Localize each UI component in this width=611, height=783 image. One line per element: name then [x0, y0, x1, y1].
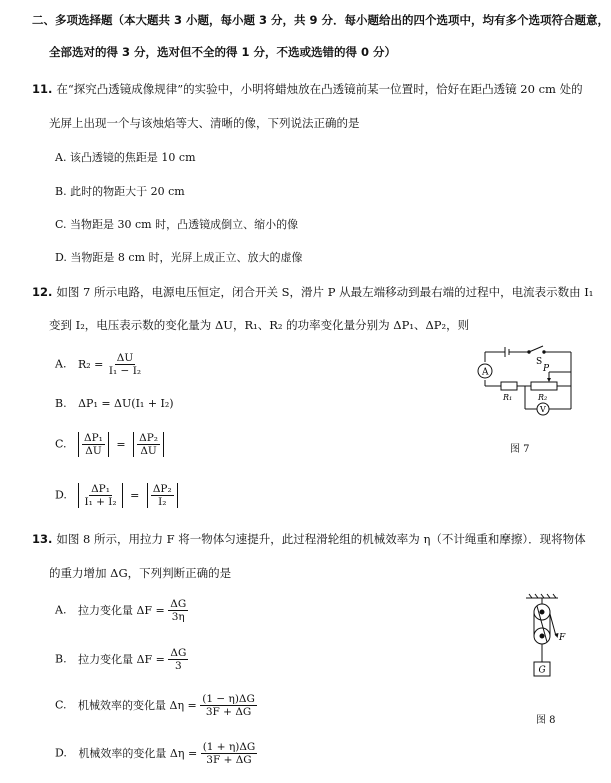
q12-d-n2: ΔP₂ — [152, 483, 172, 495]
q11-option-b[interactable]: B. 此时的物距大于 20 cm — [55, 185, 185, 198]
q13-c-num: (1 − η)ΔG — [202, 693, 255, 705]
q12-b-text: ΔP₁ = ΔU(I₁ + I₂) — [78, 397, 174, 410]
q13-d-num: (1 + η)ΔG — [202, 741, 256, 753]
figure-8-pulley — [520, 592, 570, 692]
q12-number: 12 — [32, 285, 49, 299]
q13-b-fraction — [168, 647, 188, 672]
q13-d-fraction — [201, 741, 258, 766]
q13-a-fraction — [168, 598, 188, 623]
q13-option-a[interactable] — [55, 598, 188, 623]
q13-stem1-text: 如图 8 所示，用拉力 F 将一物体匀速提升，此过程滑轮组的机械效率为 η（不计绳重和摩擦）．现将物体 — [56, 532, 586, 546]
q13-number: 13 — [32, 532, 49, 546]
q12-stem-line1: 12. 如图 7 所示电路，电源电压恒定，闭合开关 S，滑片 P 从最左端移动到最右端的过程中，电流表示数由 I₁ — [32, 285, 594, 299]
q12-c-eq: = — [116, 438, 126, 451]
q12-option-b[interactable] — [55, 397, 174, 410]
q13-d-label: D. — [55, 746, 67, 760]
q12-stem1-text: 如图 7 所示电路，电源电压恒定，闭合开关 S，滑片 P 从最左端移动到最右端的过程中，电流表示数由 I₁ — [56, 285, 594, 299]
section-header-line2: 全部选对的得 3 分，选对但不全的得 1 分，不选或选错的得 0 分） — [49, 45, 397, 59]
q12-d-abs1 — [78, 483, 122, 508]
q12-b-label: B. — [55, 397, 67, 410]
q12-option-c[interactable] — [55, 432, 164, 457]
q12-stem-line2: 变到 I₂，电压表示数的变化量为 ΔU，R₁、R₂ 的功率变化量分别为 ΔP₁、ΔP₂，则 — [49, 318, 470, 332]
q13-c-den: 3F + ΔG — [205, 706, 252, 718]
q11-stem-line1: 11. 在“探究凸透镜成像规律”的实验中，小明将蜡烛放在凸透镜前某一位置时，恰好在距凸透镜 20 cm 处的 — [32, 82, 583, 96]
q13-b-text: 拉力变化量 ΔF = — [78, 652, 165, 666]
slider-arrow-head — [547, 378, 551, 382]
q12-a-fraction — [107, 352, 143, 377]
q13-option-b[interactable] — [55, 647, 188, 672]
q12-d-label: D. — [55, 488, 67, 502]
q12-c-label: C. — [55, 437, 67, 451]
figure-7-caption: 图 7 — [510, 444, 530, 455]
q12-d-eq: = — [130, 489, 140, 502]
q11-stem-line2: 光屏上出现一个与该烛焰等大、清晰的像，下列说法正确的是 — [49, 116, 360, 130]
q12-c-abs1 — [78, 432, 109, 457]
q12-a-num: ΔU — [116, 352, 134, 364]
q12-a-den: I₁ − I₂ — [108, 365, 142, 377]
q11-option-a[interactable]: A. 该凸透镜的焦距是 10 cm — [55, 151, 196, 164]
q12-option-d[interactable] — [55, 483, 178, 508]
pull-rope — [550, 614, 556, 636]
q13-c-label: C. — [55, 698, 67, 712]
q13-b-label: B. — [55, 652, 67, 666]
q12-a-lhs: R₂ = — [77, 357, 104, 371]
q13-c-fraction — [200, 693, 257, 718]
q12-c-abs2 — [133, 432, 164, 457]
q12-c-n2: ΔP₂ — [139, 432, 158, 444]
q12-d-abs2 — [147, 483, 178, 508]
q12-c-n1: ΔP₁ — [84, 432, 103, 444]
r1-resistor — [501, 382, 517, 390]
slider-label: P — [543, 364, 550, 374]
q13-c-text: 机械效率的变化量 Δη = — [78, 698, 197, 712]
q12-d-d2: I₂ — [158, 496, 167, 508]
q13-a-den: 3η — [171, 611, 185, 623]
q12-d-d1: I₁ + I₂ — [84, 496, 117, 508]
r2-resistor — [531, 382, 557, 390]
q13-d-text: 机械效率的变化量 Δη = — [78, 746, 198, 760]
section-header-line1: 二、多项选择题（本大题共 3 小题，每小题 3 分，共 9 分．每小题给出的四个选项中，均有多个选项符合题意， — [32, 13, 610, 27]
q13-option-c[interactable] — [55, 693, 257, 718]
figure-7-circuit — [465, 340, 585, 430]
switch-label: S — [536, 357, 543, 367]
q13-d-den: 3F + ΔG — [206, 754, 252, 766]
q12-c-d1: ΔU — [85, 445, 102, 457]
switch-blade — [529, 346, 543, 352]
q13-a-label: A. — [55, 603, 67, 617]
q12-a-label: A. — [55, 357, 67, 371]
q11-stem1-text: 在“探究凸透镜成像规律”的实验中，小明将蜡烛放在凸透镜前某一位置时，恰好在距凸透镜 20 cm 处的 — [56, 82, 583, 96]
q13-a-text: 拉力变化量 ΔF = — [77, 603, 165, 617]
q13-option-d[interactable] — [55, 741, 257, 766]
q13-stem-line2: 的重力增加 ΔG，下列判断正确的是 — [49, 566, 232, 580]
ammeter-label: A — [482, 367, 489, 378]
r2-label: R₂ — [538, 393, 548, 402]
q11-option-c[interactable]: C. 当物距是 30 cm 时，凸透镜成倒立、缩小的像 — [55, 218, 299, 231]
force-label: F — [559, 633, 566, 643]
q13-a-num: ΔG — [170, 598, 187, 610]
q12-c-d2: ΔU — [140, 445, 157, 457]
weight-label: G — [538, 665, 546, 676]
r1-label: R₁ — [503, 393, 513, 402]
voltmeter-label: V — [540, 405, 546, 414]
q11-option-d[interactable]: D. 当物距是 8 cm 时，光屏上成正立、放大的虚像 — [55, 251, 303, 264]
q12-option-a[interactable] — [55, 352, 143, 377]
q13-b-den: 3 — [175, 660, 182, 672]
figure-8-caption: 图 8 — [536, 715, 556, 726]
q13-stem-line1: 13. 如图 8 所示，用拉力 F 将一物体匀速提升，此过程滑轮组的机械效率为 η（不计绳重和摩擦）．现将物体 — [32, 532, 586, 546]
q13-b-num: ΔG — [170, 647, 187, 659]
q12-d-n1: ΔP₁ — [91, 483, 110, 495]
q11-number: 11 — [32, 82, 49, 96]
